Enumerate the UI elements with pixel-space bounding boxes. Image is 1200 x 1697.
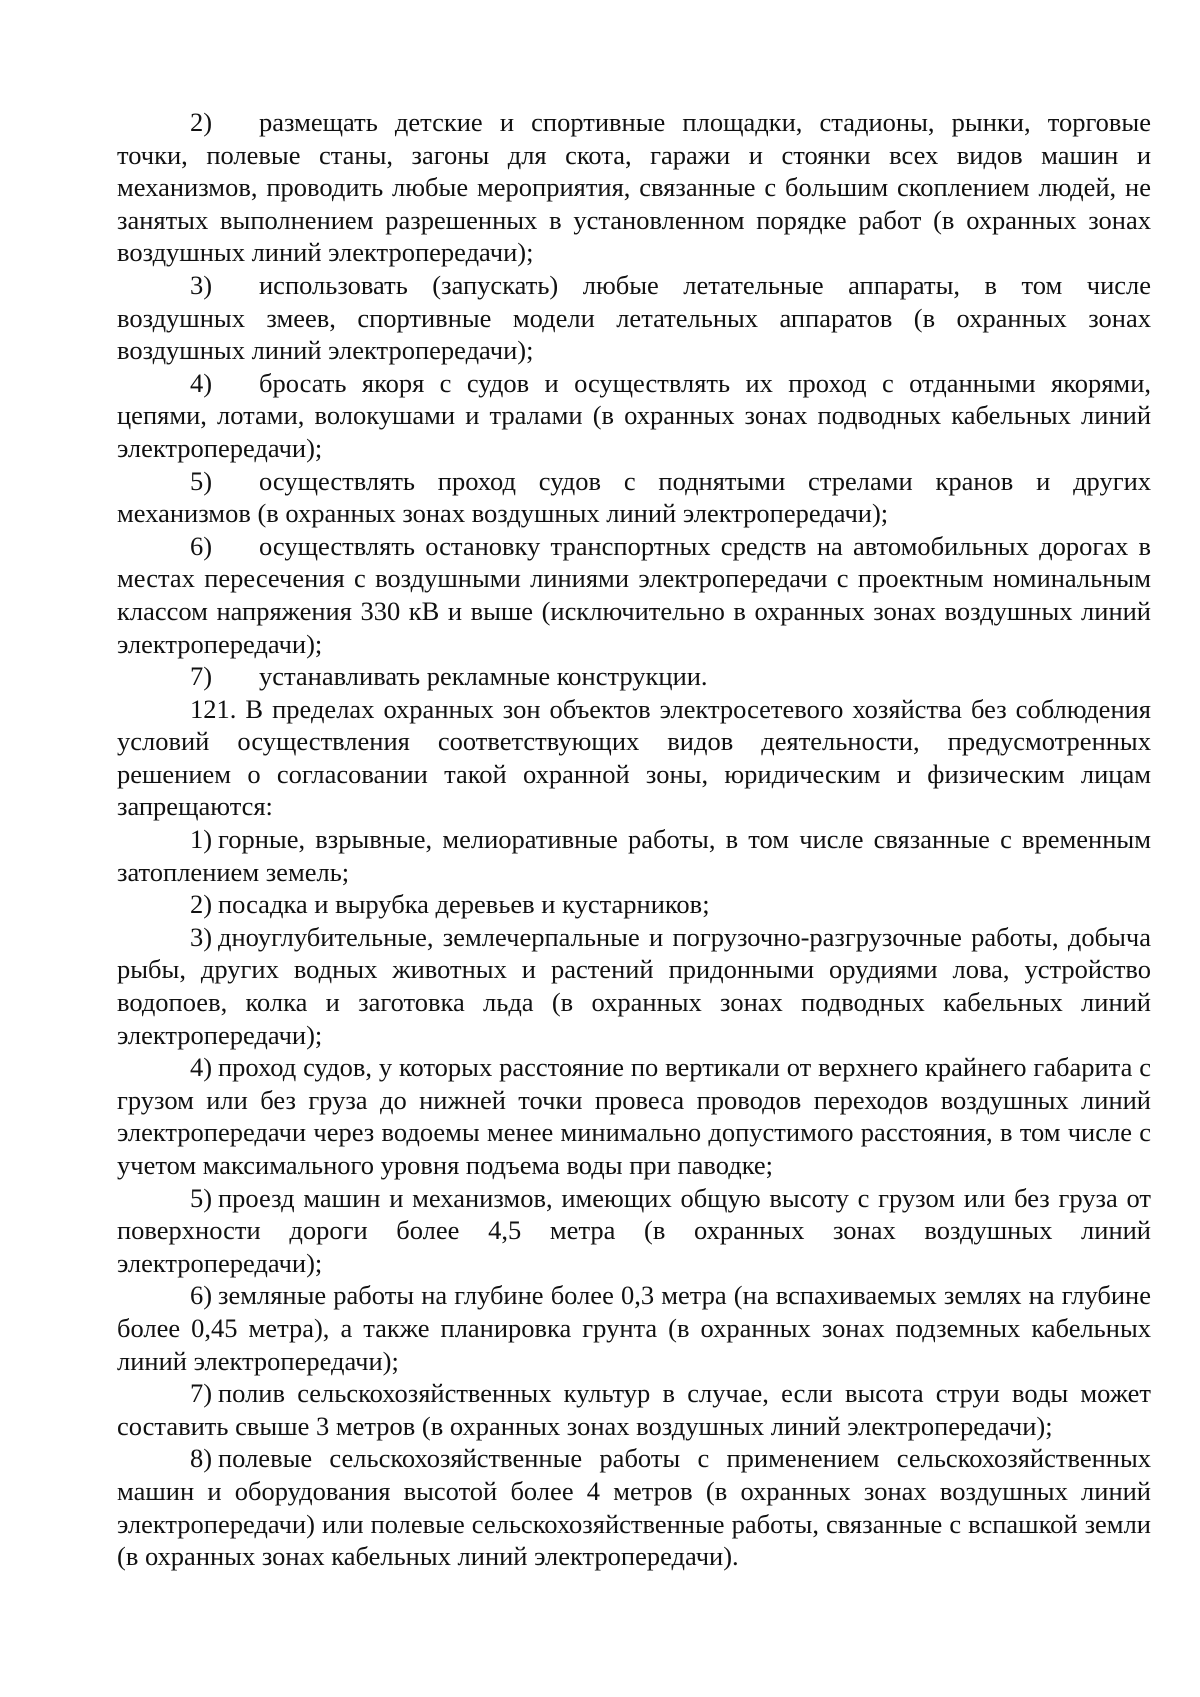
list-item-number: 5) [190,465,213,496]
list-item-text: проезд машин и механизмов, имеющих общую высоту с грузом или без груза от поверхности дороги более 4,5 метра (в охранных зонах воздушных линий электропередачи); [117,1182,1151,1278]
list-item-number: 2) [190,889,213,920]
document-page [117,106,1151,1573]
list-item-text: проход судов, у которых расстояние по вертикали от верхнего крайнего габарита с грузом или без груза до нижней точки провеса проводов переходов воздушных линий электропередачи через водоемы менее минимально допустимого расстояния, в том числе с учетом максимального уровня подъема воды при паводке; [117,1052,1151,1180]
list-item [117,1279,1151,1377]
list-item-text: горные, взрывные, мелиоративные работы, в том числе связанные с временным затоплением земель; [117,824,1151,887]
list-item [117,921,1151,1051]
list-item-number: 4) [190,367,213,398]
section-text: В пределах охранных зон объектов электросетевого хозяйства без соблюдения условий осуществления соответствующих видов деятельности, предусмотренных решением о согласовании такой охранной зоны, юридическим и физическим лицам запрещаются: [117,693,1151,822]
list-item [117,1182,1151,1280]
list-item-number: 3) [190,921,213,952]
list-item [117,1377,1151,1442]
list-item-number: 7) [190,1378,213,1409]
list-item-text: устанавливать рекламные конструкции. [259,661,708,692]
list-item-number: 3) [190,269,213,300]
list-item-number: 6) [190,1280,213,1311]
list-item-text: осуществлять остановку транспортных средств на автомобильных дорогах в местах пересечения с воздушными линиями электропередачи с проектным номинальным классом напряжения 330 кВ и выше (исключительно в охранных зонах воздушных линий электропередачи); [117,530,1151,659]
list-item-number: 6) [190,530,213,561]
list-item-text: посадка и вырубка деревьев и кустарников; [218,889,710,920]
section-paragraph [117,693,1151,823]
list-item-text: осуществлять проход судов с поднятыми стрелами кранов и других механизмов (в охранных зонах воздушных линий электропередачи); [117,465,1151,529]
list-item-text: полив сельскохозяйственных культур в случае, если высота струи воды может составить свыше 3 метров (в охранных зонах воздушных линий электропередачи); [117,1378,1151,1441]
list-item-number: 7) [190,661,213,692]
list-item-number: 5) [190,1182,213,1213]
list-item [117,106,1151,269]
list-item [117,530,1151,660]
list-item [117,823,1151,888]
list-item-number: 2) [190,107,213,137]
list-item-text: полевые сельскохозяйственные работы с применением сельскохозяйственных машин и оборудования высотой более 4 метров (в охранных зонах воздушных линий электропередачи) или полевые сельскохозяйственные работы, связанные с вспашкой земли (в охранных зонах кабельных линий электропередачи). [117,1443,1151,1572]
list-item [117,367,1151,465]
list-item [117,269,1151,367]
list-item-text: размещать детские и спортивные площадки, стадионы, рынки, торговые точки, полевые станы, загоны для скота, гаражи и стоянки всех видов машин и механизмов, проводить любые мероприятия, связанные с большим скоплением людей, не занятых выполнением разрешенных в установленном порядке работ (в охранных зонах воздушных линий электропередачи); [117,107,1151,268]
section-number: 121. [190,693,237,724]
list-item-number: 1) [190,824,213,855]
list-item-number: 8) [190,1443,213,1474]
list-item [117,465,1151,530]
list-item-number: 4) [190,1052,213,1083]
list-item-text: использовать (запускать) любые летательные аппараты, в том числе воздушных змеев, спортивные модели летательных аппаратов (в охранных зонах воздушных линий электропередачи); [117,269,1151,366]
list-item-text: дноуглубительные, землечерпальные и погрузочно-разгрузочные работы, добыча рыбы, других водных животных и растений придонными орудиями лова, устройство водопоев, колка и заготовка льда (в охранных зонах подводных кабельных линий электропередачи); [117,921,1151,1050]
list-item [117,660,1151,693]
list-item [117,1051,1151,1181]
list-item [117,1442,1151,1572]
list-item [117,888,1151,921]
list-item-text: бросать якоря с судов и осуществлять их проход с отданными якорями, цепями, лотами, волокушами и тралами (в охранных зонах подводных кабельных линий электропередачи); [117,367,1151,463]
list-item-text: земляные работы на глубине более 0,3 метра (на вспахиваемых землях на глубине более 0,45 метра), а также планировка грунта (в охранных зонах подземных кабельных линий электропередачи); [117,1280,1151,1376]
